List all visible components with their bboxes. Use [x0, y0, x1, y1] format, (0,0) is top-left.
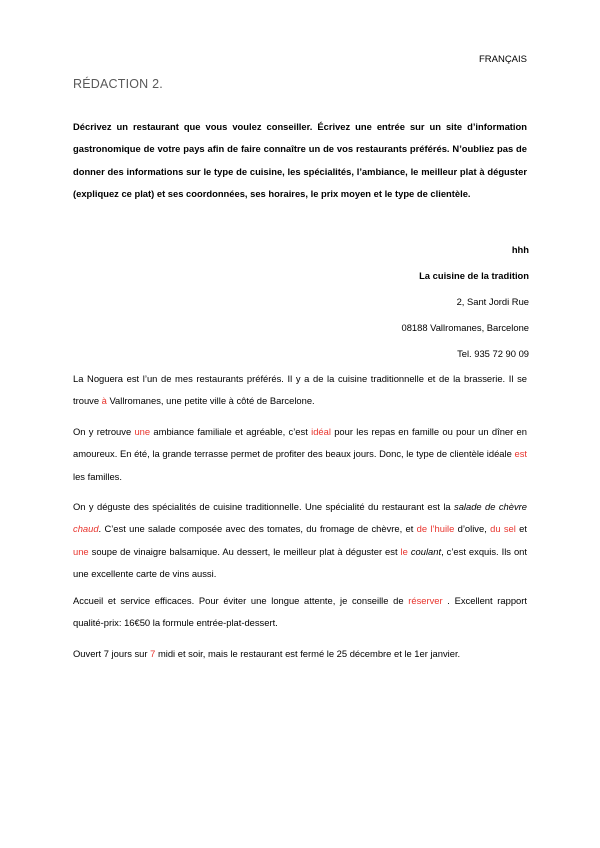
- text-segment: , c’est exquis. Ils ont une excellente carte de vins aussi.: [73, 545, 527, 579]
- correction-mark: chaud: [73, 523, 99, 535]
- text-segment: les familles.: [73, 470, 122, 482]
- text-segment: pour les repas en famille ou pour un dîner en amoureux. En été, la grande terrasse permet de profiter des beaux jours. Donc, le type de clientèle idéale: [73, 426, 527, 460]
- paragraph-hours: [73, 643, 527, 665]
- text-segment: La Noguera est l’un de mes restaurants préférés. Il y a de la cuisine traditionnelle et de la brasserie. Il se trouve: [73, 373, 527, 407]
- restaurant-name: La cuisine de la tradition: [419, 270, 529, 281]
- italic-dish-name: salade de chèvre: [454, 501, 527, 512]
- correction-mark: le: [400, 545, 408, 557]
- page-title: RÉDACTION 2.: [73, 77, 163, 91]
- text-segment: d’olive,: [454, 523, 491, 535]
- text-segment: midi et soir, mais le restaurant est fermé le 25 décembre et le 1er janvier.: [155, 648, 461, 659]
- correction-mark: est: [514, 448, 527, 460]
- text-segment: On y retrouve: [73, 426, 135, 437]
- correction-mark: une: [134, 426, 151, 437]
- paragraph-specialities: [73, 496, 527, 585]
- text-segment: . Excellent rapport qualité-prix: 16€50 la formule entrée-plat-dessert.: [73, 595, 527, 629]
- correction-mark: idéal: [311, 426, 331, 437]
- text-segment: On y déguste des spécialités de cuisine traditionnelle. Une spécialité du restaurant est la: [73, 501, 455, 512]
- address-line-1: hhh: [511, 244, 529, 255]
- correction-mark: de l’huile: [416, 523, 455, 535]
- text-segment: ambiance familiale et agréable, c’est: [150, 426, 312, 437]
- italic-dish-name: coulant: [410, 545, 442, 557]
- language-label: FRANÇAIS: [478, 54, 527, 65]
- text-segment: Vallromanes, une petite ville à côté de Barcelone.: [106, 395, 315, 407]
- correction-mark: du sel: [490, 523, 516, 535]
- text-segment: et: [515, 523, 527, 535]
- text-segment: . C’est une salade composée avec des tomates, du fromage de chèvre, et: [98, 523, 417, 535]
- phone-number: Tel. 935 72 90 09: [457, 348, 529, 359]
- paragraph-service: [73, 590, 527, 635]
- text-segment: soupe de vinaigre balsamique. Au dessert, le meilleur plat à déguster est: [88, 545, 401, 557]
- text-segment: Accueil et service efficaces. Pour éviter une longue attente, je conseille de: [73, 595, 409, 606]
- correction-mark: réserver: [408, 595, 443, 606]
- assignment-prompt: Décrivez un restaurant que vous voulez conseiller. Écrivez une entrée sur un site d’information gastronomique de votre pays afin de faire connaître un de vos restaurants préférés. N’oubliez pas de donner des informations sur le type de cuisine, les spécialités, l’ambiance, le meilleur plat à déguster (expliquez ce plat) et ses coordonnées, ses horaires, le prix moyen et le type de clientèle.: [73, 121, 527, 199]
- paragraph-intro: [73, 368, 527, 413]
- text-segment: Ouvert 7 jours sur: [73, 648, 151, 659]
- correction-mark: 7: [150, 648, 156, 659]
- city-address: 08188 Vallromanes, Barcelone: [401, 322, 529, 333]
- paragraph-ambiance: [73, 421, 527, 488]
- correction-mark: à: [101, 395, 107, 407]
- street-address: 2, Sant Jordi Rue: [456, 296, 529, 307]
- correction-mark: une: [73, 545, 89, 557]
